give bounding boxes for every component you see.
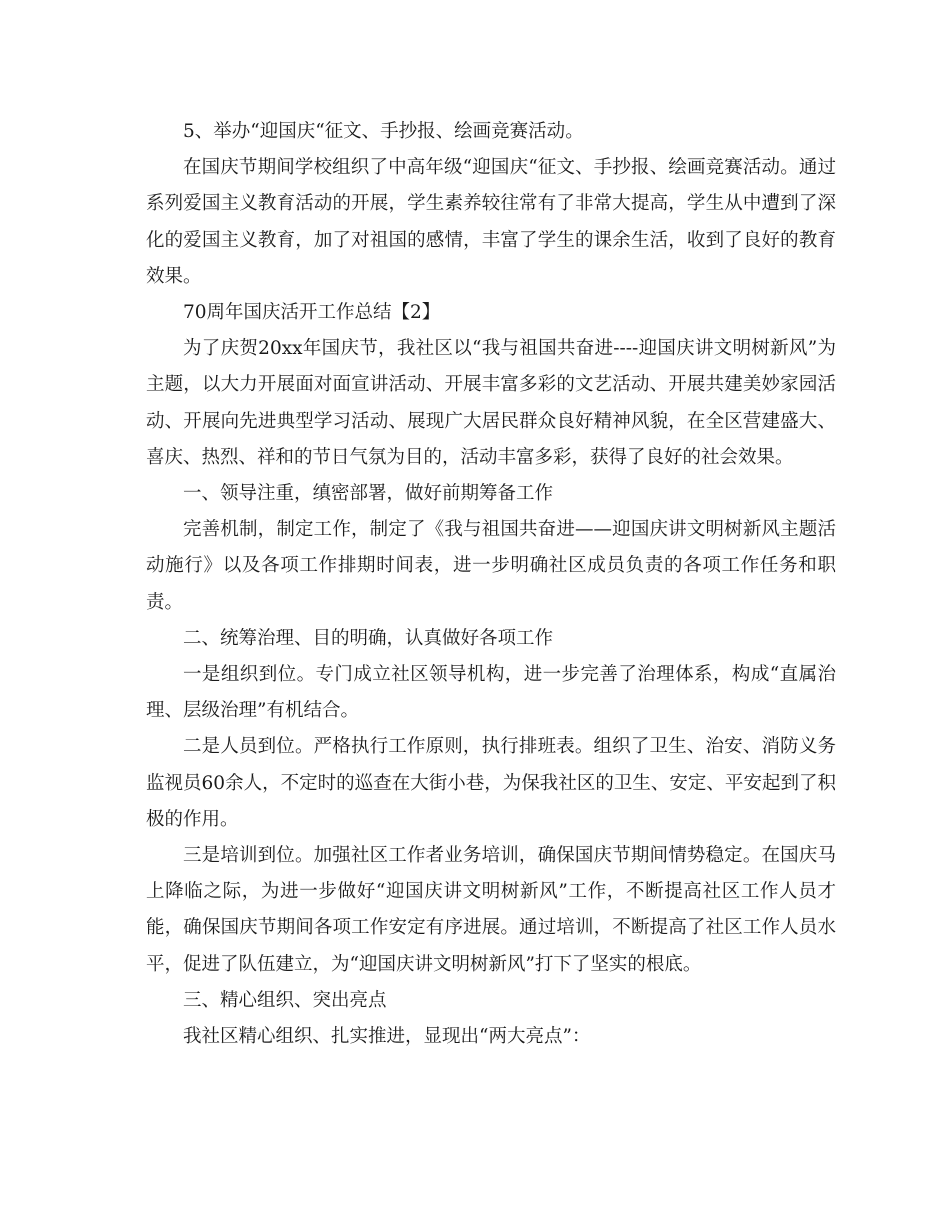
paragraph: 一是组织到位。专门成立社区领导机构，进一步完善了治理体系，构成“直属治理、层级治理”有机结合。 (146, 664, 836, 722)
paragraph: 三是培训到位。加强社区工作者业务培训，确保国庆节期间情势稳定。在国庆马上降临之际，为进一步做好“迎国庆讲文明树新风”工作，不断提高社区工作人员才能，确保国庆节期间各项工作安定有序进展。通过培训，不断提高了社区工作人员水平，促进了队伍建立，为“迎国庆讲文明树新风”打下了坚实的根底。 (146, 845, 836, 975)
paragraph: 二是人员到位。严格执行工作原则，执行排班表。组织了卫生、治安、消防义务监视员60余人，不定时的巡查在大街小巷，为保我社区的卫生、安定、平安起到了积极的作用。 (146, 736, 836, 830)
document-body (146, 114, 836, 1055)
section-heading: 一、领导注重，缜密部署，做好前期筹备工作 (183, 483, 554, 505)
section-heading: 三、精心组织、突出亮点 (183, 989, 387, 1011)
section-heading: 70周年国庆活开工作总结【2】 (183, 302, 441, 324)
paragraph: 为了庆贺20xx年国庆节，我社区以“我与祖国共奋进----迎国庆讲文明树新风”为主题，以大力开展面对面宣讲活动、开展丰富多彩的文艺活动、开展共建美妙家园活动、开展向先进典型学习活动、展现广大居民群众良好精神风貌，在全区营建盛大、喜庆、热烈、祥和的节日气氛为目的，活动丰富多彩，获得了良好的社会效果。 (146, 338, 836, 468)
section-heading: 二、统筹治理、目的明确，认真做好各项工作 (183, 627, 554, 649)
paragraph: 我社区精心组织、扎实推进，显现出“两大亮点”： (183, 1026, 591, 1048)
paragraph: 完善机制，制定工作，制定了《我与祖国共奋进——迎国庆讲文明树新风主题活动施行》以及各项工作排期时间表，进一步明确社区成员负责的各项工作任务和职责。 (146, 519, 836, 613)
paragraph: 在国庆节期间学校组织了中高年级“迎国庆“征文、手抄报、绘画竞赛活动。通过系列爱国主义教育活动的开展，学生素养较往常有了非常大提高，学生从中遭到了深化的爱国主义教育，加了对祖国的感情，丰富了学生的课余生活，收到了良好的教育效果。 (146, 157, 836, 287)
paragraph: 5、举办“迎国庆“征文、手抄报、绘画竞赛活动。 (183, 121, 584, 142)
